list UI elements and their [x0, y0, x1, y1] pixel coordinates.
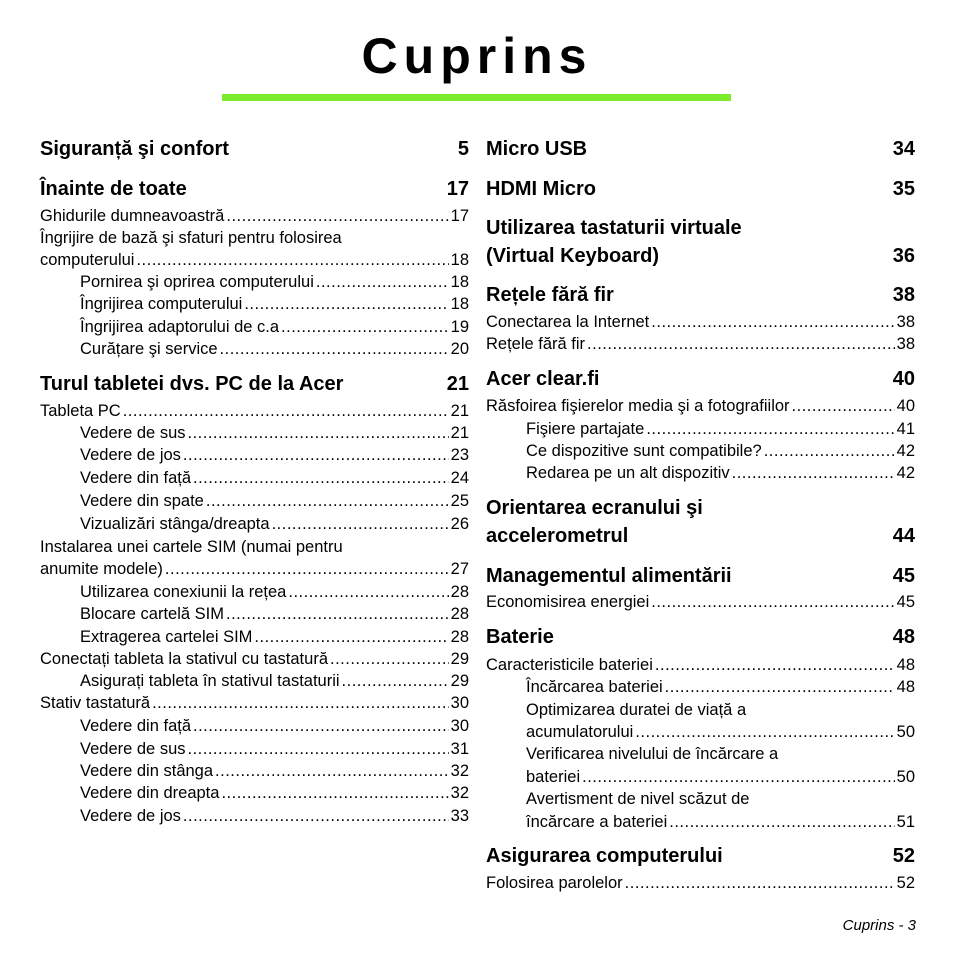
toc-heading[interactable]: Asigurarea computerului 52: [486, 845, 915, 867]
toc-heading-line[interactable]: Utilizarea tastaturii virtuale: [486, 217, 742, 239]
toc-entry[interactable]: Vedere din față ..... 24: [80, 467, 469, 489]
toc-entry[interactable]: Vedere din dreapta ..... 32: [80, 782, 469, 804]
toc-entry[interactable]: Vedere din față ..... 30: [80, 715, 469, 737]
toc-heading[interactable]: (Virtual Keyboard) 36: [486, 245, 915, 267]
toc-heading[interactable]: Baterie 48: [486, 626, 915, 648]
toc-entry-line[interactable]: Optimizarea duratei de viață a: [526, 701, 747, 719]
page-title: Cuprins: [361, 28, 593, 84]
toc-entry[interactable]: Ce dispozitive sunt compatibile? ..... 42: [526, 440, 915, 462]
toc-entry[interactable]: Fişiere partajate ..... 41: [526, 418, 915, 440]
leader-dots: [152, 692, 449, 714]
toc-entry[interactable]: Conectați tableta la stativul cu tastatură ..... 29: [40, 648, 469, 670]
page-footer: Cuprins - 3: [842, 917, 916, 934]
leader-dots: [136, 249, 448, 271]
leader-dots: [764, 440, 895, 462]
toc-entry[interactable]: Vedere de jos ..... 33: [80, 805, 469, 827]
toc-entry[interactable]: Vedere din spate ..... 25: [80, 490, 469, 512]
toc-entry[interactable]: Vedere din stânga ..... 32: [80, 760, 469, 782]
toc-entry[interactable]: computerului ..... 18: [40, 249, 469, 271]
toc-entry[interactable]: Stativ tastatură ..... 30: [40, 692, 469, 714]
toc-entry[interactable]: Blocare cartelă SIM ..... 28: [80, 603, 469, 625]
leader-dots: [669, 811, 894, 833]
leader-dots: [193, 715, 449, 737]
toc-entry[interactable]: Îngrijirea adaptorului de c.a ..... 19: [80, 316, 469, 338]
leader-dots: [635, 721, 894, 743]
leader-dots: [587, 333, 895, 355]
leader-dots: [732, 462, 895, 484]
toc-entry[interactable]: Utilizarea conexiunii la rețea ..... 28: [80, 581, 469, 603]
leader-dots: [220, 338, 449, 360]
leader-dots: [330, 648, 449, 670]
toc-entry[interactable]: Încărcarea bateriei ..... 48: [526, 676, 915, 698]
toc-entry[interactable]: Rețele fără fir ..... 38: [486, 333, 915, 355]
toc-entry[interactable]: Vedere de jos ..... 23: [80, 444, 469, 466]
toc-heading[interactable]: HDMI Micro 35: [486, 178, 915, 200]
toc-entry[interactable]: Caracteristicile bateriei ..... 48: [486, 654, 915, 676]
toc-entry[interactable]: Ghidurile dumneavoastră ..... 17: [40, 205, 469, 227]
leader-dots: [188, 422, 449, 444]
toc-entry[interactable]: Vedere de sus ..... 31: [80, 738, 469, 760]
title-underline: [222, 94, 731, 101]
toc-entry[interactable]: Redarea pe un alt dispozitiv ..... 42: [526, 462, 915, 484]
leader-dots: [316, 271, 449, 293]
toc-heading[interactable]: Turul tabletei dvs. PC de la Acer 21: [40, 373, 469, 395]
toc-heading[interactable]: accelerometrul 44: [486, 525, 915, 547]
leader-dots: [123, 400, 449, 422]
leader-dots: [665, 676, 895, 698]
leader-dots: [646, 418, 894, 440]
toc-entry[interactable]: anumite modele) ..... 27: [40, 558, 469, 580]
toc-entry[interactable]: acumulatorului ..... 50: [526, 721, 915, 743]
leader-dots: [792, 395, 895, 417]
leader-dots: [651, 591, 894, 613]
toc-heading[interactable]: Micro USB 34: [486, 138, 915, 160]
leader-dots: [342, 670, 449, 692]
leader-dots: [183, 805, 449, 827]
leader-dots: [244, 293, 448, 315]
leader-dots: [226, 603, 449, 625]
leader-dots: [193, 467, 449, 489]
toc-entry[interactable]: Îngrijirea computerului ..... 18: [80, 293, 469, 315]
leader-dots: [206, 490, 449, 512]
leader-dots: [165, 558, 449, 580]
toc-entry[interactable]: Pornirea şi oprirea computerului ..... 18: [80, 271, 469, 293]
leader-dots: [625, 872, 895, 894]
leader-dots: [272, 513, 449, 535]
toc-heading[interactable]: Acer clear.fi 40: [486, 368, 915, 390]
toc-entry[interactable]: Vizualizări stânga/dreapta ..... 26: [80, 513, 469, 535]
toc-entry[interactable]: Conectarea la Internet ..... 38: [486, 311, 915, 333]
leader-dots: [582, 766, 895, 788]
toc-heading-line[interactable]: Orientarea ecranului şi: [486, 497, 703, 519]
toc-entry[interactable]: Extragerea cartelei SIM ..... 28: [80, 626, 469, 648]
toc-entry-line[interactable]: Instalarea unei cartele SIM (numai pentru: [40, 538, 343, 556]
toc-entry[interactable]: încărcare a bateriei ..... 51: [526, 811, 915, 833]
toc-entry-line[interactable]: Avertisment de nivel scăzut de: [526, 790, 750, 808]
toc-heading[interactable]: Siguranță şi confort 5: [40, 138, 469, 160]
toc-entry[interactable]: Economisirea energiei ..... 45: [486, 591, 915, 613]
leader-dots: [215, 760, 449, 782]
toc-entry[interactable]: Folosirea parolelor ..... 52: [486, 872, 915, 894]
leader-dots: [226, 205, 448, 227]
toc-entry-line[interactable]: Verificarea nivelului de încărcare a: [526, 745, 779, 763]
toc-heading[interactable]: Managementul alimentării 45: [486, 565, 915, 587]
leader-dots: [254, 626, 448, 648]
toc-entry[interactable]: Răsfoirea fişierelor media şi a fotografiilor ..... 40: [486, 395, 915, 417]
toc-heading[interactable]: Înainte de toate 17: [40, 178, 469, 200]
toc-entry[interactable]: Tableta PC ..... 21: [40, 400, 469, 422]
toc-entry[interactable]: Asigurați tableta în stativul tastaturii ..... 29: [80, 670, 469, 692]
leader-dots: [281, 316, 449, 338]
toc-heading[interactable]: Rețele fără fir 38: [486, 284, 915, 306]
toc-entry[interactable]: Curățare şi service ..... 20: [80, 338, 469, 360]
toc-entry[interactable]: Vedere de sus ..... 21: [80, 422, 469, 444]
toc-entry[interactable]: bateriei ..... 50: [526, 766, 915, 788]
leader-dots: [221, 782, 448, 804]
leader-dots: [651, 311, 894, 333]
toc-entry-line[interactable]: Îngrijire de bază şi sfaturi pentru folosirea: [40, 229, 342, 247]
leader-dots: [183, 444, 449, 466]
leader-dots: [655, 654, 895, 676]
leader-dots: [288, 581, 448, 603]
leader-dots: [188, 738, 449, 760]
